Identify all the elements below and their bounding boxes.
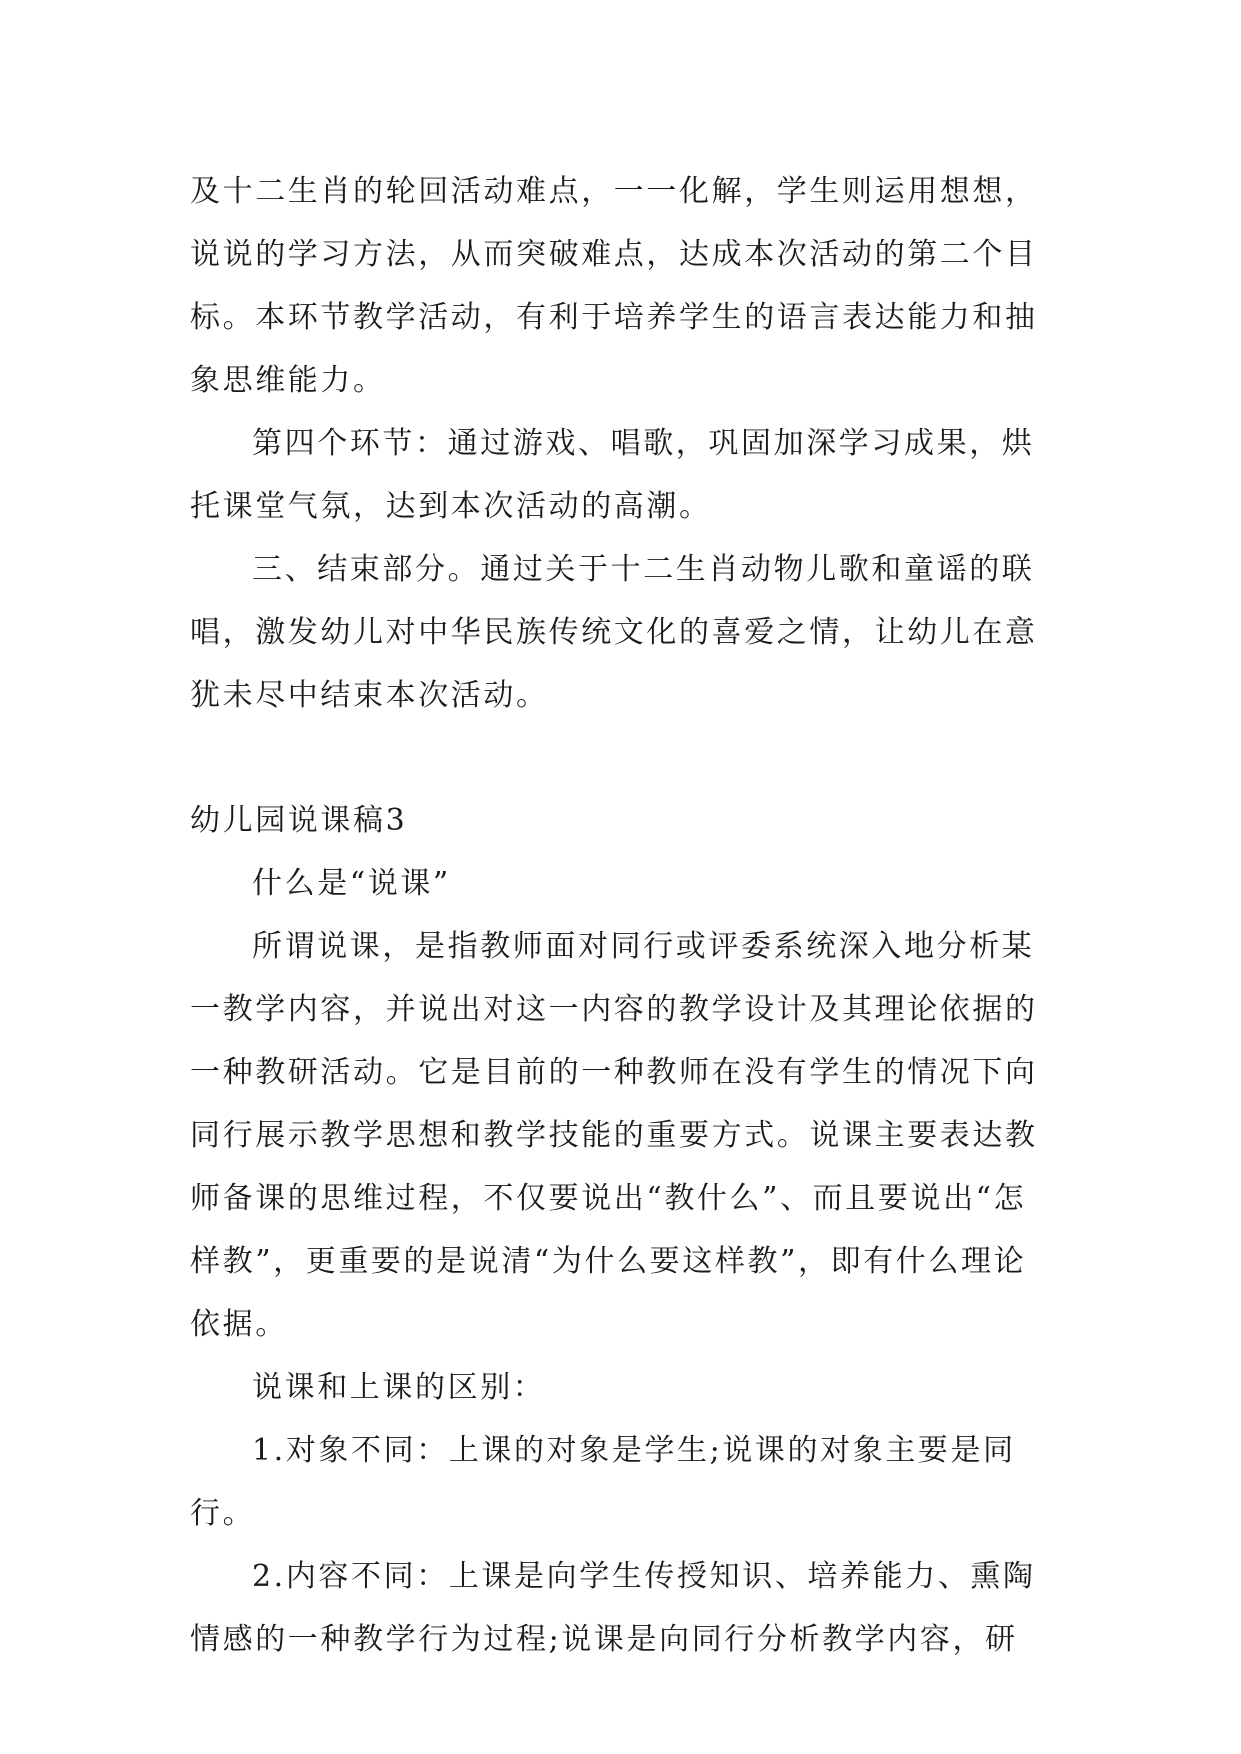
subheading-what-is-shuoke: 什么是“说课”: [252, 866, 451, 901]
list-item-1: 1.对象不同：上课的对象是学生;说课的对象主要是同行。: [190, 1433, 1016, 1531]
list-item-2: 2.内容不同：上课是向学生传授知识、培养能力、熏陶情感的一种教学行为过程;说课是向同行分析教学内容，研: [190, 1559, 1036, 1657]
section-heading: 幼儿园说课稿3: [190, 803, 408, 838]
document-body: [190, 160, 1052, 1671]
paragraph-fourth-step: 第四个环节：通过游戏、唱歌，巩固加深学习成果，烘托课堂气氛，达到本次活动的高潮。: [190, 426, 1035, 524]
paragraph-definition: 所谓说课，是指教师面对同行或评委系统深入地分析某一教学内容，并说出对这一内容的教学设计及其理论依据的一种教研活动。它是目前的一种教师在没有学生的情况下向同行展示教学思想和教学技能的重要方式。说课主要表达教师备课的思维过程，不仅要说出“教什么”、而且要说出“怎样教”，更重要的是说清“为什么要这样教”，即有什么理论依据。: [190, 929, 1038, 1342]
paragraph-continuation: 及十二生肖的轮回活动难点，一一化解，学生则运用想想，说说的学习方法，从而突破难点，达成本次活动的第二个目标。本环节教学活动，有利于培养学生的语言表达能力和抽象思维能力。: [190, 174, 1038, 398]
paragraph-difference-intro: 说课和上课的区别：: [252, 1370, 546, 1405]
paragraph-ending-part: 三、结束部分。通过关于十二生肖动物儿歌和童谣的联唱，激发幼儿对中华民族传统文化的喜爱之情，让幼儿在意犹未尽中结束本次活动。: [190, 552, 1038, 713]
